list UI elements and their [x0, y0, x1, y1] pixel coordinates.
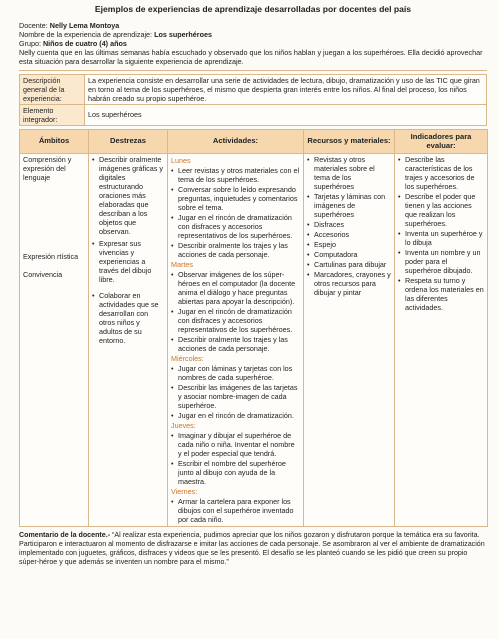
activity-item: • Jugar en el rincón de dramatización. [171, 411, 300, 420]
experience-table [19, 129, 488, 527]
activity-item: • Escribir el nombre del superhéroe junto al dibujo con ayuda de la maestra. [171, 459, 300, 486]
resource-item: • Revistas y otros materiales sobre el tema de los superhéroes [307, 155, 391, 191]
activity-item: • Jugar con láminas y tarjetas con los nombres de cada superhéroe. [171, 364, 300, 382]
experience-name-line [19, 30, 487, 39]
activity-item: • Describir oralmente los trajes y las acciones de cada personaje. [171, 241, 300, 259]
activity-item: • Observar imágenes de los súper-héroes en el computador (la docente anima el diálogo y hace preguntas abiertas para apoyar la descripción). [171, 270, 300, 306]
ambito-item: Convivencia [23, 269, 63, 279]
day-label-martes: Martes [171, 259, 193, 269]
activity-item: • Conversar sobre lo leído expresando preguntas, inquietudes y comentarios sobre el tema. [171, 185, 300, 212]
recursos-cell [304, 153, 395, 526]
teacher-comment [19, 531, 487, 567]
intro-paragraph: Nelly cuenta que en las últimas semanas había escuchado y observado que los niños hablan y juegan a los superhéroes. Ella decidió aprovechar esta situación para desarrollar la siguiente experiencia de aprendizaje. [19, 47, 483, 66]
header-ambitos: Ámbitos [20, 129, 89, 153]
description-value: La experiencia consiste en desarrollar una serie de actividades de lectura, dibujo, dramatización y uso de las TIC que giran en torno al tema de los superhéroes, el mismo que despierta gran interés entre los niños. Al final del proceso, los niños habrán creado su propio superhéroe. [85, 74, 487, 104]
day-label-miercoles: Miércoles: [171, 353, 204, 363]
resource-item: • Tarjetas y láminas con imágenes de superhéroes [307, 192, 391, 219]
integrator-value: Los superhéroes [85, 104, 487, 125]
comment-text: “Al realizar esta experiencia, pudimos apreciar que los niños gozaron y disfrutaron porque la temática era su favorita. Participaron e interactuaron al momento de disfrazarse e imitar las acciones de cada personaje. Se asombraron al ver el ambiente de dramatización implementado con juguetes, gráficos, disfraces y videos que se les presentó. El desafío se les planteó cuando se les pidió que creen su propio súper-héroe y que además se inventen un nombre para el mismo.” [19, 530, 485, 566]
group-label: Grupo: [19, 38, 41, 48]
header-recursos: Recursos y materiales: [304, 129, 395, 153]
ambitos-cell [20, 153, 89, 526]
header-indicadores: Indicadores para evaluar: [395, 129, 488, 153]
actividades-cell [168, 153, 304, 526]
experience-name-label: Nombre de la experiencia de aprendizaje: [19, 29, 153, 39]
activity-item: • Describir oralmente los trajes y las acciones de cada personaje. [171, 335, 300, 353]
day-label-viernes: Viernes: [171, 486, 198, 496]
experience-name-value: Los superhéroes [154, 29, 212, 39]
activity-item: • Armar la cartelera para exponer los dibujos con el superhéroe inventado por cada niño. [171, 497, 300, 524]
header-destrezas: Destrezas [89, 129, 168, 153]
resource-item: • Cartulinas para dibujar [307, 260, 391, 269]
destrezas-cell [89, 153, 168, 526]
destreza-item: • Colaborar en actividades que se desarrollan con otros niños y adultos de su entorno. [92, 291, 164, 345]
integrator-label: Elemento integrador: [20, 104, 85, 125]
teacher-line [19, 21, 487, 30]
indicator-item: • Inventa un superhéroe y lo dibuja [398, 229, 484, 247]
resource-item: • Espejo [307, 240, 391, 249]
description-label: Descripción general de la experiencia: [20, 74, 85, 104]
activity-item: • Describir las imágenes de las tarjetas y asociar nombre-imagen de cada superhéroe. [171, 383, 300, 410]
header-actividades: Actividades: [168, 129, 304, 153]
group-value: Niños de cuatro (4) años [42, 38, 127, 48]
document-title: Ejemplos de experiencias de aprendizaje desarrolladas por docentes del país [94, 4, 412, 14]
activity-item: • Jugar en el rincón de dramatización con disfraces y accesorios representativos de los superhéroes. [171, 307, 300, 334]
resource-item: • Disfraces [307, 220, 391, 229]
group-line [19, 39, 487, 48]
resource-item: • Computadora [307, 250, 391, 259]
ambito-item: Expresión rtística [23, 251, 79, 261]
indicator-item: • Describe las características de los trajes y accesorios de los superhéroes. [398, 155, 484, 191]
destreza-item: • Describir oralmente imágenes gráficas y digitales estructurando oraciones más elaboradas que describan a los objetos que observan. [92, 155, 164, 236]
divider [19, 70, 487, 71]
indicadores-cell [395, 153, 488, 526]
ambito-item: Comprensión y expresión del lenguaje [23, 154, 72, 182]
teacher-name: Nelly Lema Montoya [49, 20, 120, 30]
teacher-label: Docente: [19, 20, 48, 30]
summary-table [19, 74, 487, 126]
day-label-lunes: Lunes [171, 155, 191, 165]
activity-item: • Jugar en el rincón de dramatización con disfraces y accesorios representativos de los superhéroes. [171, 213, 300, 240]
activity-item: • Leer revistas y otros materiales con el tema de los superhéroes. [171, 166, 300, 184]
resource-item: • Accesorios [307, 230, 391, 239]
indicator-item: • Describe el poder que tienen y las acciones que realizan los superhéroes. [398, 192, 484, 228]
day-label-jueves: Jueves: [171, 420, 196, 430]
comment-label: Comentario de la docente.- [19, 530, 111, 539]
destreza-item: • Expresar sus vivencias y experiencias a través del dibujo libre. [92, 239, 164, 284]
indicator-item: • Inventa un nombre y un poder para el superhéroe dibujado. [398, 248, 484, 275]
indicator-item: • Respeta su turno y ordena los materiales en las diferentes actividades. [398, 276, 484, 312]
resource-item: • Marcadores, crayones y otros recursos para dibujar y pintar [307, 270, 391, 297]
activity-item: • Imaginar y dibujar el superhéroe de cada niño o niña. Inventar el nombre y el poder especial que tendrá. [171, 431, 300, 458]
